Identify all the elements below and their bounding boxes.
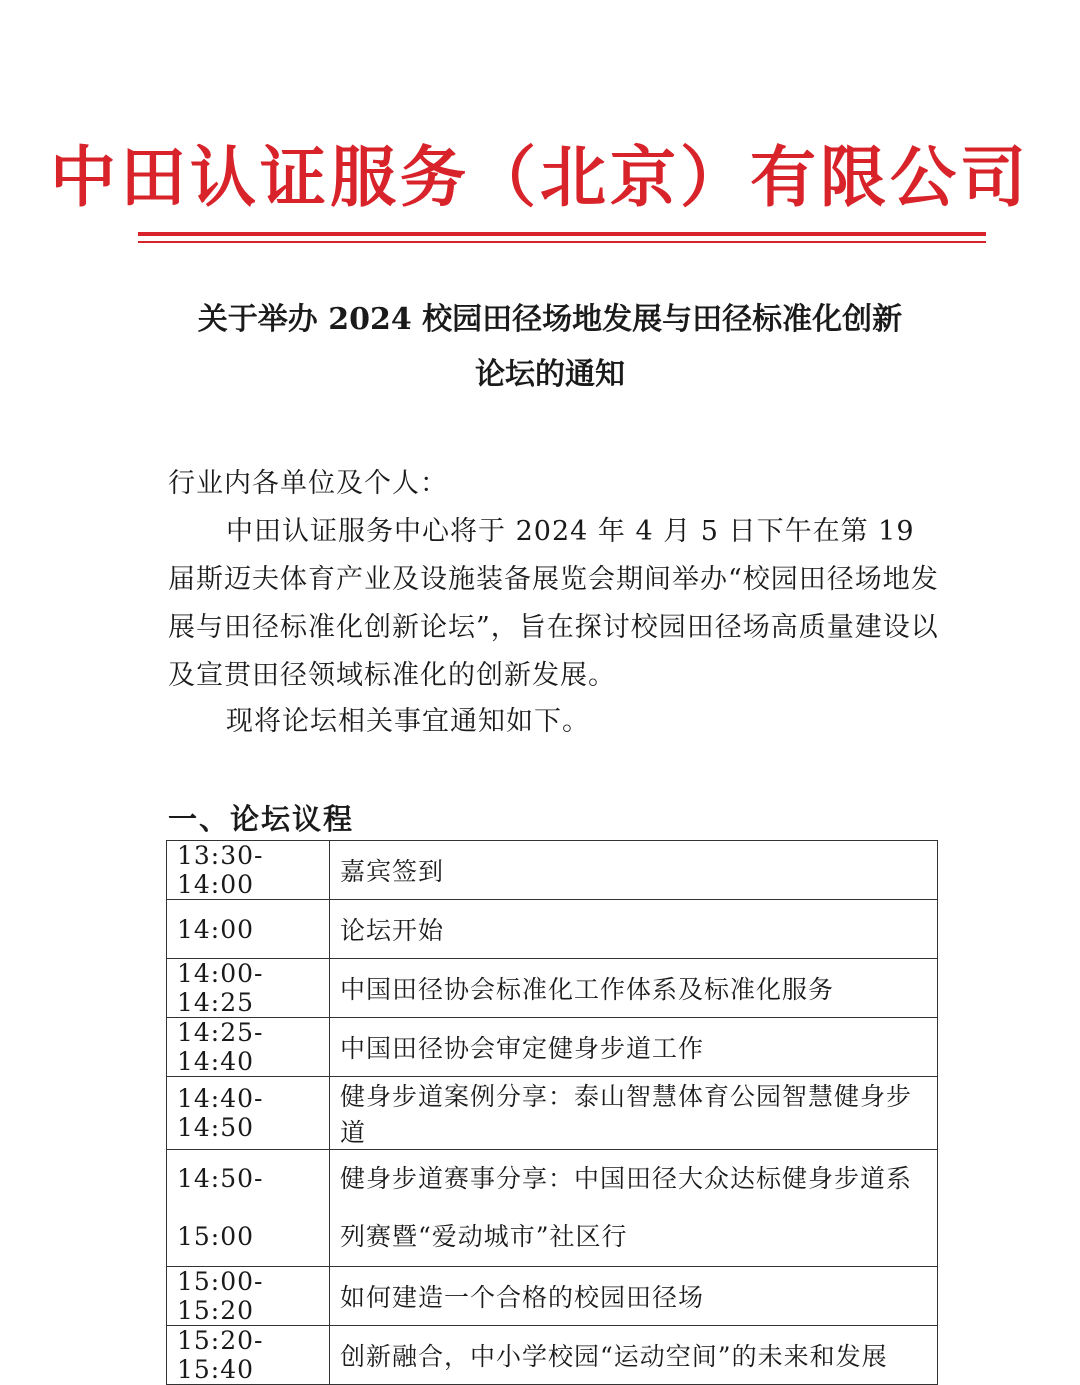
agenda-item: 中国田径协会审定健身步道工作	[330, 1018, 938, 1077]
agenda-time: 15:20-15:40	[167, 1326, 330, 1385]
table-row	[167, 1077, 938, 1150]
agenda-table	[166, 840, 938, 1385]
agenda-item: 创新融合，中小学校园“运动空间”的未来和发展	[330, 1326, 938, 1385]
letterhead-rule-thin	[138, 241, 986, 243]
table-row	[167, 1326, 938, 1385]
table-row	[167, 1267, 938, 1326]
table-row	[167, 1150, 938, 1267]
agenda-item: 嘉宾签到	[330, 841, 938, 900]
table-row	[167, 1018, 938, 1077]
agenda-time: 14:50-15:00	[167, 1150, 330, 1267]
agenda-item: 论坛开始	[330, 900, 938, 959]
agenda-time: 14:00	[167, 900, 330, 959]
table-row	[167, 900, 938, 959]
paragraph-intro: 中田认证服务中心将于 2024 年 4 月 5 日下午在第 19 届斯迈夫体育产业及设施装备展览会期间举办“校园田径场地发展与田径标准化创新论坛”，旨在探讨校园田径场高质量建设以及宣贯田径领域标准化的创新发展。	[168, 516, 939, 691]
table-row	[167, 959, 938, 1018]
agenda-item: 健身步道案例分享：泰山智慧体育公园智慧健身步道	[330, 1077, 938, 1150]
letterhead-company-name: 中田认证服务（北京）有限公司	[50, 139, 1030, 216]
table-row	[167, 841, 938, 900]
agenda-item: 健身步道赛事分享：中国田径大众达标健身步道系列赛暨“爱动城市”社区行	[330, 1150, 938, 1267]
section-heading-agenda: 一、论坛议程	[168, 802, 355, 836]
agenda-time: 13:30-14:00	[167, 841, 330, 900]
notice-title-line1: 关于举办 2024 校园田径场地发展与田径标准化创新	[197, 302, 903, 337]
salutation: 行业内各单位及个人：	[168, 468, 448, 499]
agenda-time: 14:40-14:50	[167, 1077, 330, 1150]
agenda-time: 14:25-14:40	[167, 1018, 330, 1077]
agenda-item: 如何建造一个合格的校园田径场	[330, 1267, 938, 1326]
paragraph-notice: 现将论坛相关事宜通知如下。	[226, 706, 590, 737]
agenda-time: 14:00-14:25	[167, 959, 330, 1018]
letterhead-rule-thick	[138, 232, 986, 236]
notice-title-line2: 论坛的通知	[475, 357, 625, 392]
agenda-item: 中国田径协会标准化工作体系及标准化服务	[330, 959, 938, 1018]
agenda-time: 15:00-15:20	[167, 1267, 330, 1326]
